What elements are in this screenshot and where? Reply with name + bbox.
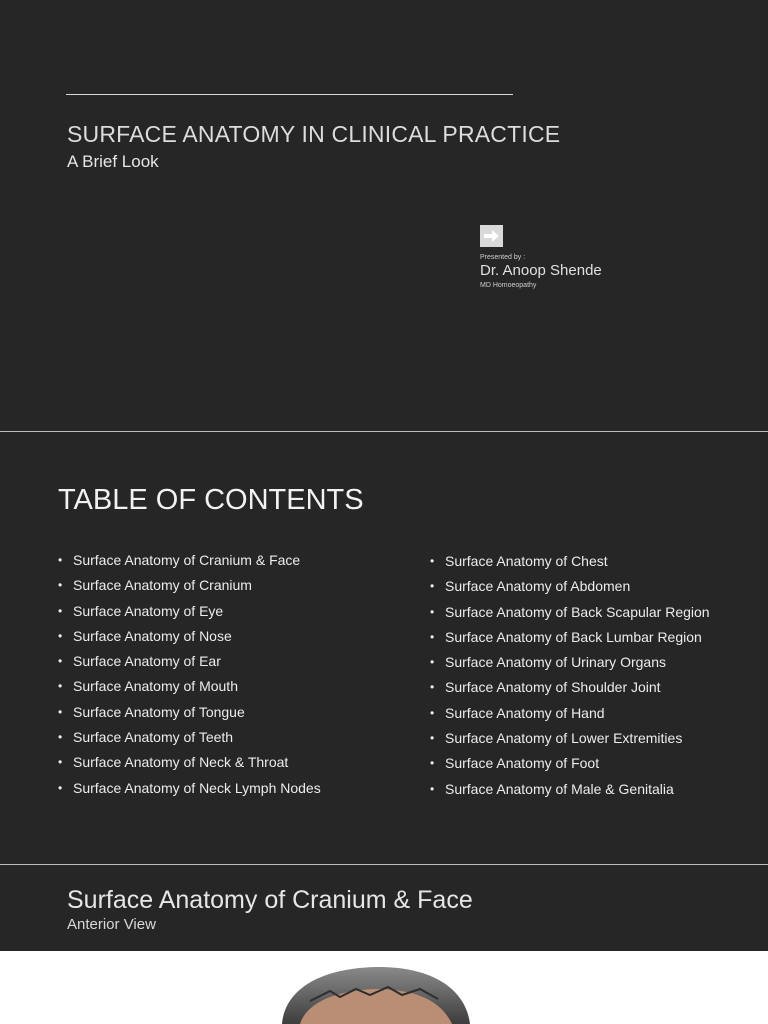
title-rule	[66, 94, 513, 95]
toc-item[interactable]: • Surface Anatomy of Tongue	[58, 700, 321, 725]
toc-item[interactable]: • Surface Anatomy of Neck Lymph Nodes	[58, 776, 321, 801]
slide-title: Surface Anatomy of Cranium & Face	[67, 886, 473, 914]
toc-right-column	[430, 549, 710, 802]
face-photo	[0, 951, 768, 1024]
toc-item[interactable]: • Surface Anatomy of Eye	[58, 599, 321, 624]
presented-by-label: Presented by :	[480, 254, 526, 261]
toc-item[interactable]: • Surface Anatomy of Foot	[430, 751, 710, 776]
toc-item[interactable]: • Surface Anatomy of Cranium & Face	[58, 548, 321, 573]
table-of-contents-slide	[0, 433, 768, 864]
toc-item[interactable]: • Surface Anatomy of Hand	[430, 701, 710, 726]
toc-item[interactable]: • Surface Anatomy of Lower Extremities	[430, 726, 710, 751]
presentation-title: SURFACE ANATOMY IN CLINICAL PRACTICE	[67, 121, 561, 147]
arrow-right-icon	[480, 225, 503, 247]
presenter-credential: MD Homoeopathy	[480, 282, 537, 289]
toc-item[interactable]: • Surface Anatomy of Urinary Organs	[430, 650, 710, 675]
presentation-subtitle: A Brief Look	[67, 152, 159, 171]
toc-item[interactable]: • Surface Anatomy of Chest	[430, 549, 710, 574]
toc-item[interactable]: • Surface Anatomy of Ear	[58, 649, 321, 674]
toc-item[interactable]: • Surface Anatomy of Cranium	[58, 573, 321, 598]
toc-title: TABLE OF CONTENTS	[58, 484, 364, 516]
slide-separator	[0, 431, 768, 432]
toc-item[interactable]: • Surface Anatomy of Nose	[58, 624, 321, 649]
slide-separator	[0, 864, 768, 865]
toc-item[interactable]: • Surface Anatomy of Back Lumbar Region	[430, 625, 710, 650]
toc-item[interactable]: • Surface Anatomy of Teeth	[58, 725, 321, 750]
toc-left-column	[58, 548, 321, 801]
title-slide	[0, 0, 768, 431]
toc-item[interactable]: • Surface Anatomy of Shoulder Joint	[430, 675, 710, 700]
presenter-name: Dr. Anoop Shende	[480, 262, 602, 279]
cranium-face-slide	[0, 866, 768, 1024]
slide-subtitle: Anterior View	[67, 916, 156, 933]
toc-item[interactable]: • Surface Anatomy of Neck & Throat	[58, 750, 321, 775]
toc-item[interactable]: • Surface Anatomy of Back Scapular Region	[430, 600, 710, 625]
toc-item[interactable]: • Surface Anatomy of Mouth	[58, 674, 321, 699]
toc-item[interactable]: • Surface Anatomy of Male & Genitalia	[430, 777, 710, 802]
head-photo-image	[270, 961, 490, 1024]
toc-item[interactable]: • Surface Anatomy of Abdomen	[430, 574, 710, 599]
